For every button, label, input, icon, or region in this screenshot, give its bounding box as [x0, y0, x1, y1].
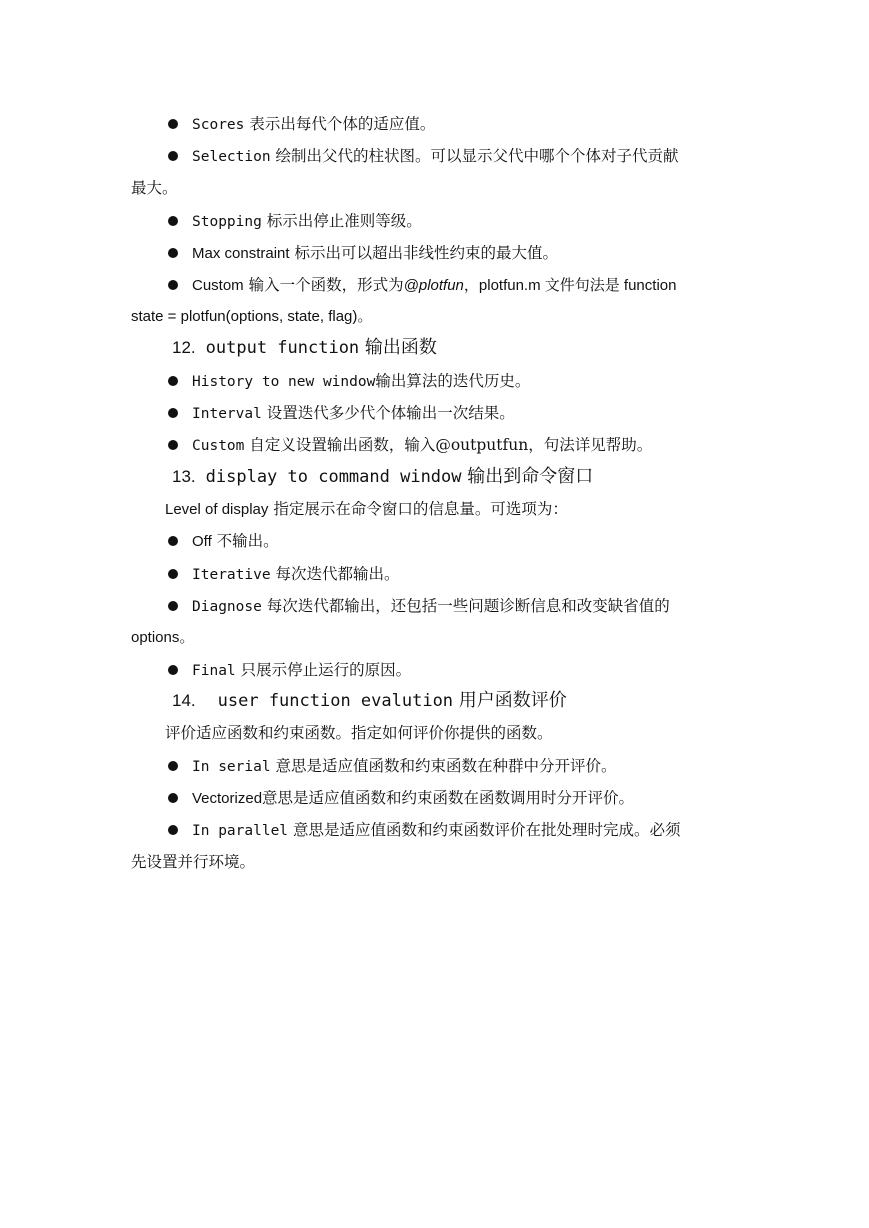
description: 表示出每代个体的适应值。 — [244, 115, 436, 133]
term: Diagnose — [192, 599, 262, 615]
list-item-interval — [165, 397, 741, 430]
bullet-icon — [168, 569, 178, 579]
section-heading-14 — [172, 685, 742, 717]
section-number: 14. — [172, 691, 196, 710]
section-number: 13. — [172, 467, 196, 486]
term: Max constraint — [192, 245, 290, 262]
description: 意思是适应值函数和约束函数在种群中分开评价。 — [270, 757, 617, 775]
section-title-zh: 用户函数评价 — [453, 690, 567, 711]
term: Vectorized — [192, 790, 263, 807]
list-item-in-serial — [165, 750, 741, 783]
section-title-code: output function — [205, 338, 360, 358]
bullet-icon — [168, 280, 178, 290]
list-item-diagnose — [165, 590, 741, 623]
term: Final — [192, 663, 236, 679]
term: In serial — [192, 759, 271, 775]
term: Selection — [192, 149, 271, 165]
description: 自定义设置输出函数，输入@outputfun，句法详见帮助。 — [244, 436, 653, 454]
list-item-vectorized — [165, 782, 741, 815]
list-item-continuation: state = plotfun(options, state, flag)。 — [131, 308, 373, 325]
term: Iterative — [192, 567, 271, 583]
description: 绘制出父代的柱状图。可以显示父代中哪个个体对子代贡献 — [270, 147, 679, 165]
section-title-code: display to command window — [205, 467, 462, 487]
bullet-icon — [168, 793, 178, 803]
description: 只展示停止运行的原因。 — [235, 661, 412, 679]
bullet-icon — [168, 151, 178, 161]
term: Level of display — [165, 501, 269, 518]
list-item-continuation: 最大。 — [131, 179, 178, 197]
description: 标示出可以超出非线性约束的最大值。 — [289, 244, 558, 262]
bullet-icon — [168, 825, 178, 835]
bullet-icon — [168, 761, 178, 771]
section-heading-12 — [172, 332, 742, 364]
bullet-icon — [168, 248, 178, 258]
description: 输入一个函数，形式为 — [243, 276, 404, 294]
list-item-custom-plot — [165, 269, 741, 302]
term: History to new window — [192, 374, 376, 390]
function-handle: @plotfun — [403, 277, 464, 294]
term: Custom — [192, 277, 244, 294]
list-item-custom-output — [165, 429, 741, 462]
description: ，plotfun.m 文件句法是 function — [463, 277, 677, 294]
section-title-zh: 输出到命令窗口 — [461, 466, 594, 487]
list-item-in-parallel — [165, 814, 741, 847]
list-item-continuation: 先设置并行环境。 — [131, 853, 256, 871]
bullet-icon — [168, 601, 178, 611]
description: 每次迭代都输出。 — [270, 565, 400, 583]
list-item-off — [165, 525, 741, 558]
description: 意思是适应值函数和约束函数评价在批处理时完成。必须 — [288, 821, 681, 839]
section-title-code: user function evalution — [217, 691, 454, 711]
section-title-zh: 输出函数 — [359, 337, 437, 358]
bullet-icon — [168, 408, 178, 418]
list-item-history — [165, 365, 741, 398]
term: Interval — [192, 406, 262, 422]
bullet-icon — [168, 376, 178, 386]
term: Off — [192, 533, 212, 550]
term: Custom — [192, 438, 245, 454]
description: 指定展示在命令窗口的信息量。可选项为： — [268, 500, 568, 518]
paragraph-evaluation-intro: 评价适应函数和约束函数。指定如何评价你提供的函数。 — [165, 724, 553, 742]
description: 输出算法的迭代历史。 — [375, 372, 531, 390]
bullet-icon — [168, 536, 178, 546]
term: In parallel — [192, 823, 289, 839]
bullet-icon — [168, 119, 178, 129]
list-item-max-constraint — [165, 237, 741, 270]
bullet-icon — [168, 216, 178, 226]
description: 设置迭代多少代个体输出一次结果。 — [261, 404, 515, 422]
section-heading-13 — [172, 461, 742, 493]
description: 每次迭代都输出，还包括一些问题诊断信息和改变缺省值的 — [261, 597, 670, 615]
term: Stopping — [192, 214, 262, 230]
bullet-icon — [168, 665, 178, 675]
list-item-continuation: options。 — [131, 629, 195, 646]
list-item-stopping — [165, 205, 741, 238]
description: 不输出。 — [211, 532, 279, 550]
bullet-icon — [168, 440, 178, 450]
list-item-iterative — [165, 558, 741, 591]
description: 标示出停止准则等级。 — [261, 212, 422, 230]
term: Scores — [192, 117, 245, 133]
description: 意思是适应值函数和约束函数在函数调用时分开评价。 — [262, 789, 635, 807]
list-item-scores — [165, 108, 741, 141]
section-number: 12. — [172, 338, 196, 357]
list-item-final — [165, 654, 741, 687]
list-item-selection — [165, 140, 741, 173]
paragraph-level-of-display — [165, 493, 741, 526]
